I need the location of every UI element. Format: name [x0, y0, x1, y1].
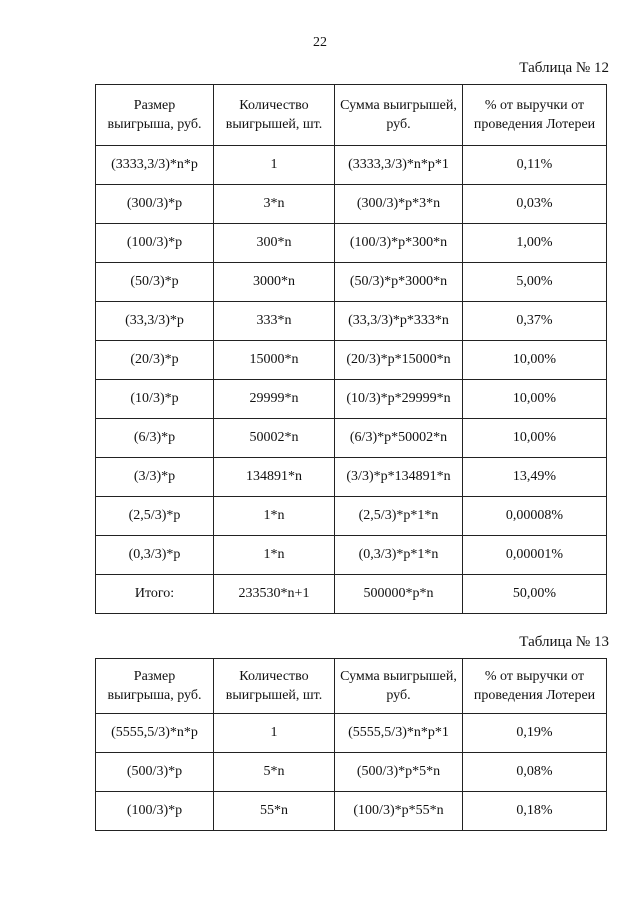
cell-prize-sum: (0,3/3)*p*1*n — [335, 536, 463, 575]
cell-prize-sum: (20/3)*p*15000*n — [335, 341, 463, 380]
header-row — [96, 659, 607, 714]
table-13-caption: Таблица № 13 — [519, 634, 609, 650]
header-prize-size: Размер выигрыша, руб. — [96, 659, 214, 714]
header-row — [96, 85, 607, 146]
cell-prize-size: Итого: — [96, 575, 214, 614]
cell-revenue-percent: 1,00% — [463, 224, 607, 263]
cell-prize-size: (500/3)*p — [96, 753, 214, 792]
cell-prize-sum: (50/3)*p*3000*n — [335, 263, 463, 302]
table-row — [96, 302, 607, 341]
cell-prize-size: (20/3)*p — [96, 341, 214, 380]
cell-revenue-percent: 0,37% — [463, 302, 607, 341]
table-row — [96, 380, 607, 419]
table-12-body — [96, 146, 607, 614]
cell-prize-count: 5*n — [214, 753, 335, 792]
cell-prize-size: (3333,3/3)*n*p — [96, 146, 214, 185]
cell-prize-count: 134891*n — [214, 458, 335, 497]
table-row — [96, 146, 607, 185]
table-row — [96, 714, 607, 753]
table-row — [96, 536, 607, 575]
cell-prize-count: 300*n — [214, 224, 335, 263]
cell-revenue-percent: 0,00008% — [463, 497, 607, 536]
cell-prize-size: (300/3)*p — [96, 185, 214, 224]
cell-revenue-percent: 0,08% — [463, 753, 607, 792]
table-row — [96, 792, 607, 831]
cell-prize-count: 1*n — [214, 497, 335, 536]
cell-prize-size: (10/3)*p — [96, 380, 214, 419]
table-13-body — [96, 714, 607, 831]
header-prize-size: Размер выигрыша, руб. — [96, 85, 214, 146]
cell-prize-sum: (5555,5/3)*n*p*1 — [335, 714, 463, 753]
cell-revenue-percent: 50,00% — [463, 575, 607, 614]
cell-prize-sum: (33,3/3)*p*333*n — [335, 302, 463, 341]
cell-prize-sum: (300/3)*p*3*n — [335, 185, 463, 224]
table-row — [96, 341, 607, 380]
cell-revenue-percent: 0,18% — [463, 792, 607, 831]
cell-prize-sum: (6/3)*p*50002*n — [335, 419, 463, 458]
page-number: 22 — [313, 35, 327, 50]
header-prize-count: Количество выигрышей, шт. — [214, 659, 335, 714]
table-12-caption: Таблица № 12 — [519, 60, 609, 76]
table-row — [96, 575, 607, 614]
cell-revenue-percent: 5,00% — [463, 263, 607, 302]
table-row — [96, 419, 607, 458]
prize-table-13 — [95, 658, 607, 831]
cell-prize-sum: (2,5/3)*p*1*n — [335, 497, 463, 536]
header-prize-sum: Сумма выигрышей, руб. — [335, 659, 463, 714]
cell-prize-size: (0,3/3)*p — [96, 536, 214, 575]
table-row — [96, 263, 607, 302]
cell-prize-size: (33,3/3)*p — [96, 302, 214, 341]
header-prize-sum: Сумма выигрышей, руб. — [335, 85, 463, 146]
cell-revenue-percent: 13,49% — [463, 458, 607, 497]
cell-prize-count: 15000*n — [214, 341, 335, 380]
header-revenue-percent: % от выручки от проведения Лотереи — [463, 85, 607, 146]
table-row — [96, 224, 607, 263]
cell-revenue-percent: 10,00% — [463, 341, 607, 380]
table-row — [96, 185, 607, 224]
cell-prize-size: (3/3)*p — [96, 458, 214, 497]
cell-prize-count: 55*n — [214, 792, 335, 831]
cell-prize-sum: (500/3)*p*5*n — [335, 753, 463, 792]
cell-prize-size: (5555,5/3)*n*p — [96, 714, 214, 753]
table-row — [96, 497, 607, 536]
cell-revenue-percent: 10,00% — [463, 380, 607, 419]
cell-prize-count: 1 — [214, 714, 335, 753]
cell-prize-count: 233530*n+1 — [214, 575, 335, 614]
cell-prize-count: 29999*n — [214, 380, 335, 419]
cell-revenue-percent: 0,00001% — [463, 536, 607, 575]
cell-prize-sum: (10/3)*p*29999*n — [335, 380, 463, 419]
header-prize-count: Количество выигрышей, шт. — [214, 85, 335, 146]
cell-prize-sum: (100/3)*p*55*n — [335, 792, 463, 831]
cell-prize-size: (6/3)*p — [96, 419, 214, 458]
cell-prize-size: (100/3)*p — [96, 792, 214, 831]
cell-revenue-percent: 10,00% — [463, 419, 607, 458]
cell-prize-size: (50/3)*p — [96, 263, 214, 302]
cell-prize-sum: 500000*p*n — [335, 575, 463, 614]
table-row — [96, 458, 607, 497]
header-revenue-percent: % от выручки от проведения Лотереи — [463, 659, 607, 714]
cell-prize-sum: (3333,3/3)*n*p*1 — [335, 146, 463, 185]
cell-revenue-percent: 0,11% — [463, 146, 607, 185]
cell-prize-count: 333*n — [214, 302, 335, 341]
cell-prize-size: (2,5/3)*p — [96, 497, 214, 536]
cell-prize-count: 1 — [214, 146, 335, 185]
cell-prize-count: 3000*n — [214, 263, 335, 302]
cell-revenue-percent: 0,19% — [463, 714, 607, 753]
prize-table-12 — [95, 84, 607, 614]
cell-prize-sum: (100/3)*p*300*n — [335, 224, 463, 263]
cell-prize-count: 3*n — [214, 185, 335, 224]
cell-prize-count: 1*n — [214, 536, 335, 575]
cell-prize-size: (100/3)*p — [96, 224, 214, 263]
cell-revenue-percent: 0,03% — [463, 185, 607, 224]
table-row — [96, 753, 607, 792]
cell-prize-count: 50002*n — [214, 419, 335, 458]
cell-prize-sum: (3/3)*p*134891*n — [335, 458, 463, 497]
